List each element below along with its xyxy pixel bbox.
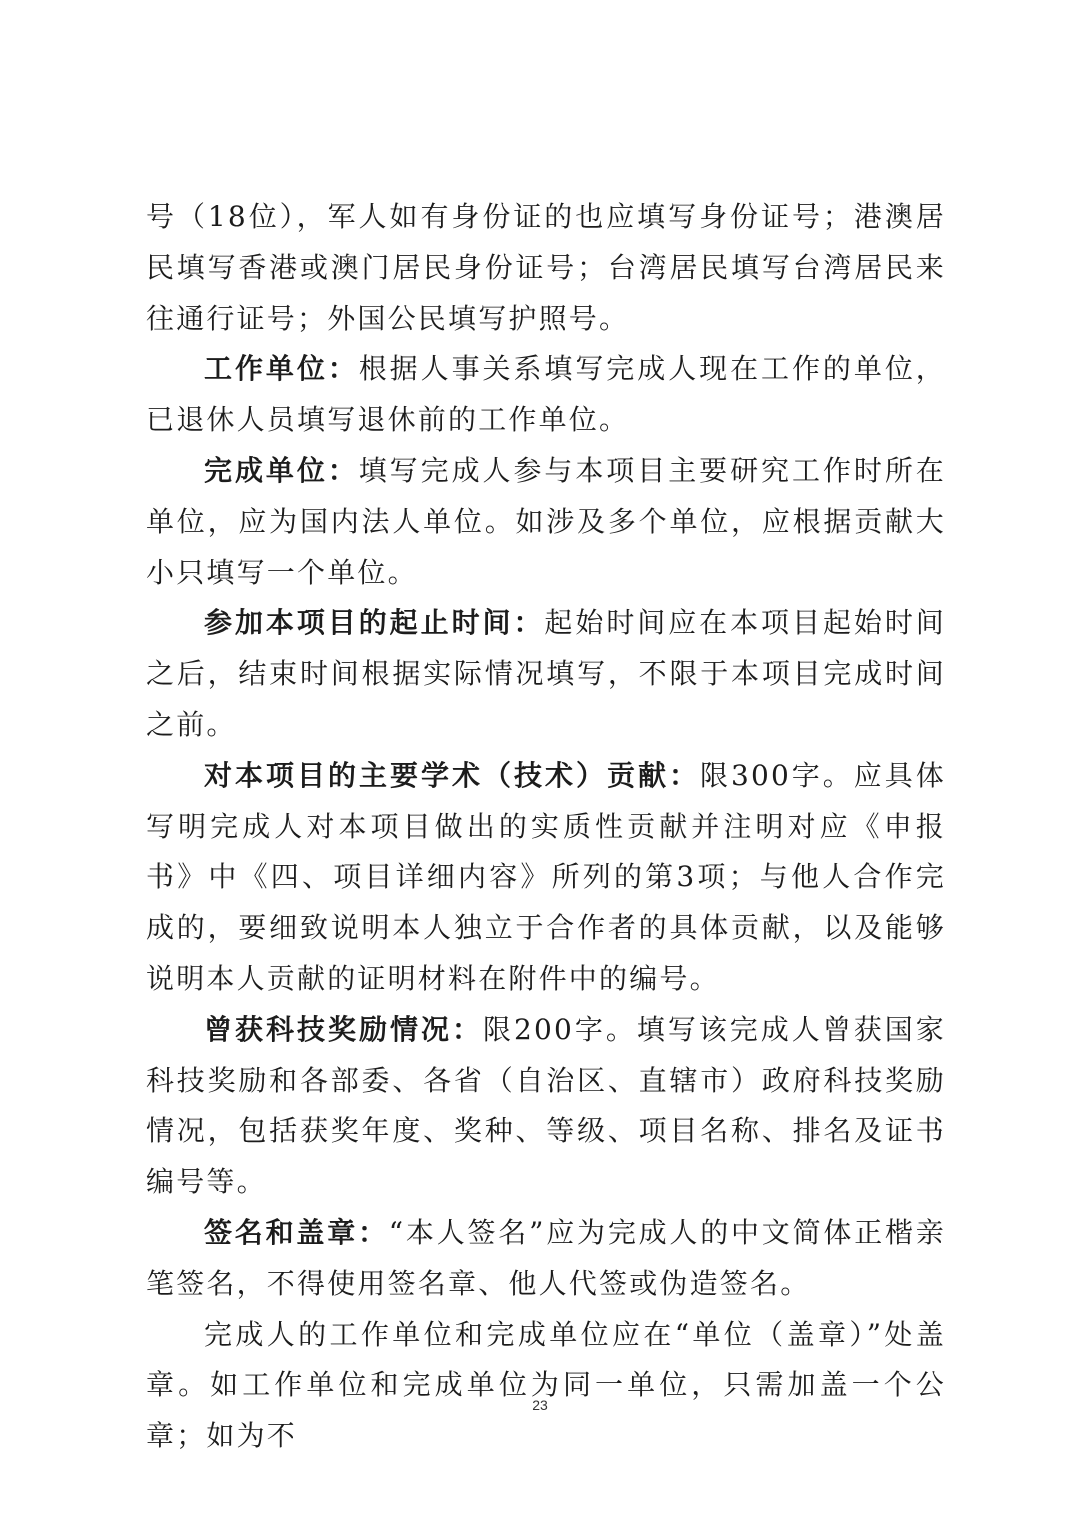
term-label: 工作单位： bbox=[204, 352, 359, 386]
paragraph-text: 限200字。填写该完成人曾获国家科技奖励和各部委、各省（自治区、直辖市）政府科技奖励情况，包括获奖年度、奖种、等级、项目名称、排名及证书编号等。 bbox=[146, 1012, 946, 1199]
paragraph-seal-note bbox=[146, 1310, 946, 1462]
term-label: 完成单位： bbox=[204, 453, 359, 487]
paragraph-text: 起始时间应在本项目起始时间之后，结束时间根据实际情况填写，不限于本项目完成时间之前。 bbox=[146, 606, 946, 741]
paragraph-completion-unit bbox=[146, 446, 946, 598]
paragraph-signature-seal bbox=[146, 1208, 946, 1310]
paragraph-text: 限300字。应具体写明完成人对本项目做出的实质性贡献并注明对应《申报书》中《四、项目详细内容》所列的第3项；与他人合作完成的，要细致说明本人独立于合作者的具体贡献，以及能够说明本人贡献的证明材料在附件中的编号。 bbox=[146, 758, 946, 995]
paragraph-participation-period bbox=[146, 598, 946, 750]
term-label: 签名和盖章： bbox=[204, 1215, 389, 1249]
paragraph-text: “本人签名”应为完成人的中文简体正楷亲笔签名，不得使用签名章、他人代签或伪造签名。 bbox=[146, 1215, 946, 1300]
term-label: 参加本项目的起止时间： bbox=[204, 606, 545, 640]
paragraph-id-number-note bbox=[146, 192, 946, 344]
document-body bbox=[146, 192, 946, 1462]
paragraph-text: 填写完成人参与本项目主要研究工作时所在单位，应为国内法人单位。如涉及多个单位，应根据贡献大小只填写一个单位。 bbox=[146, 453, 946, 589]
paragraph-awards bbox=[146, 1005, 946, 1208]
paragraph-work-unit bbox=[146, 344, 946, 446]
term-label: 对本项目的主要学术（技术）贡献： bbox=[204, 758, 700, 792]
page-number: 23 bbox=[532, 1397, 548, 1413]
paragraph-text: 号（18位），军人如有身份证的也应填写身份证号；港澳居民填写香港或澳门居民身份证号；台湾居民填写台湾居民来往通行证号；外国公民填写护照号。 bbox=[146, 200, 946, 335]
term-label: 曾获科技奖励情况： bbox=[204, 1012, 483, 1046]
paragraph-main-contribution bbox=[146, 751, 946, 1005]
paragraph-text: 根据人事关系填写完成人现在工作的单位，已退休人员填写退休前的工作单位。 bbox=[146, 352, 946, 437]
paragraph-text: 完成人的工作单位和完成单位应在“单位（盖章）”处盖章。如工作单位和完成单位为同一单位，只需加盖一个公章；如为不 bbox=[146, 1317, 946, 1453]
